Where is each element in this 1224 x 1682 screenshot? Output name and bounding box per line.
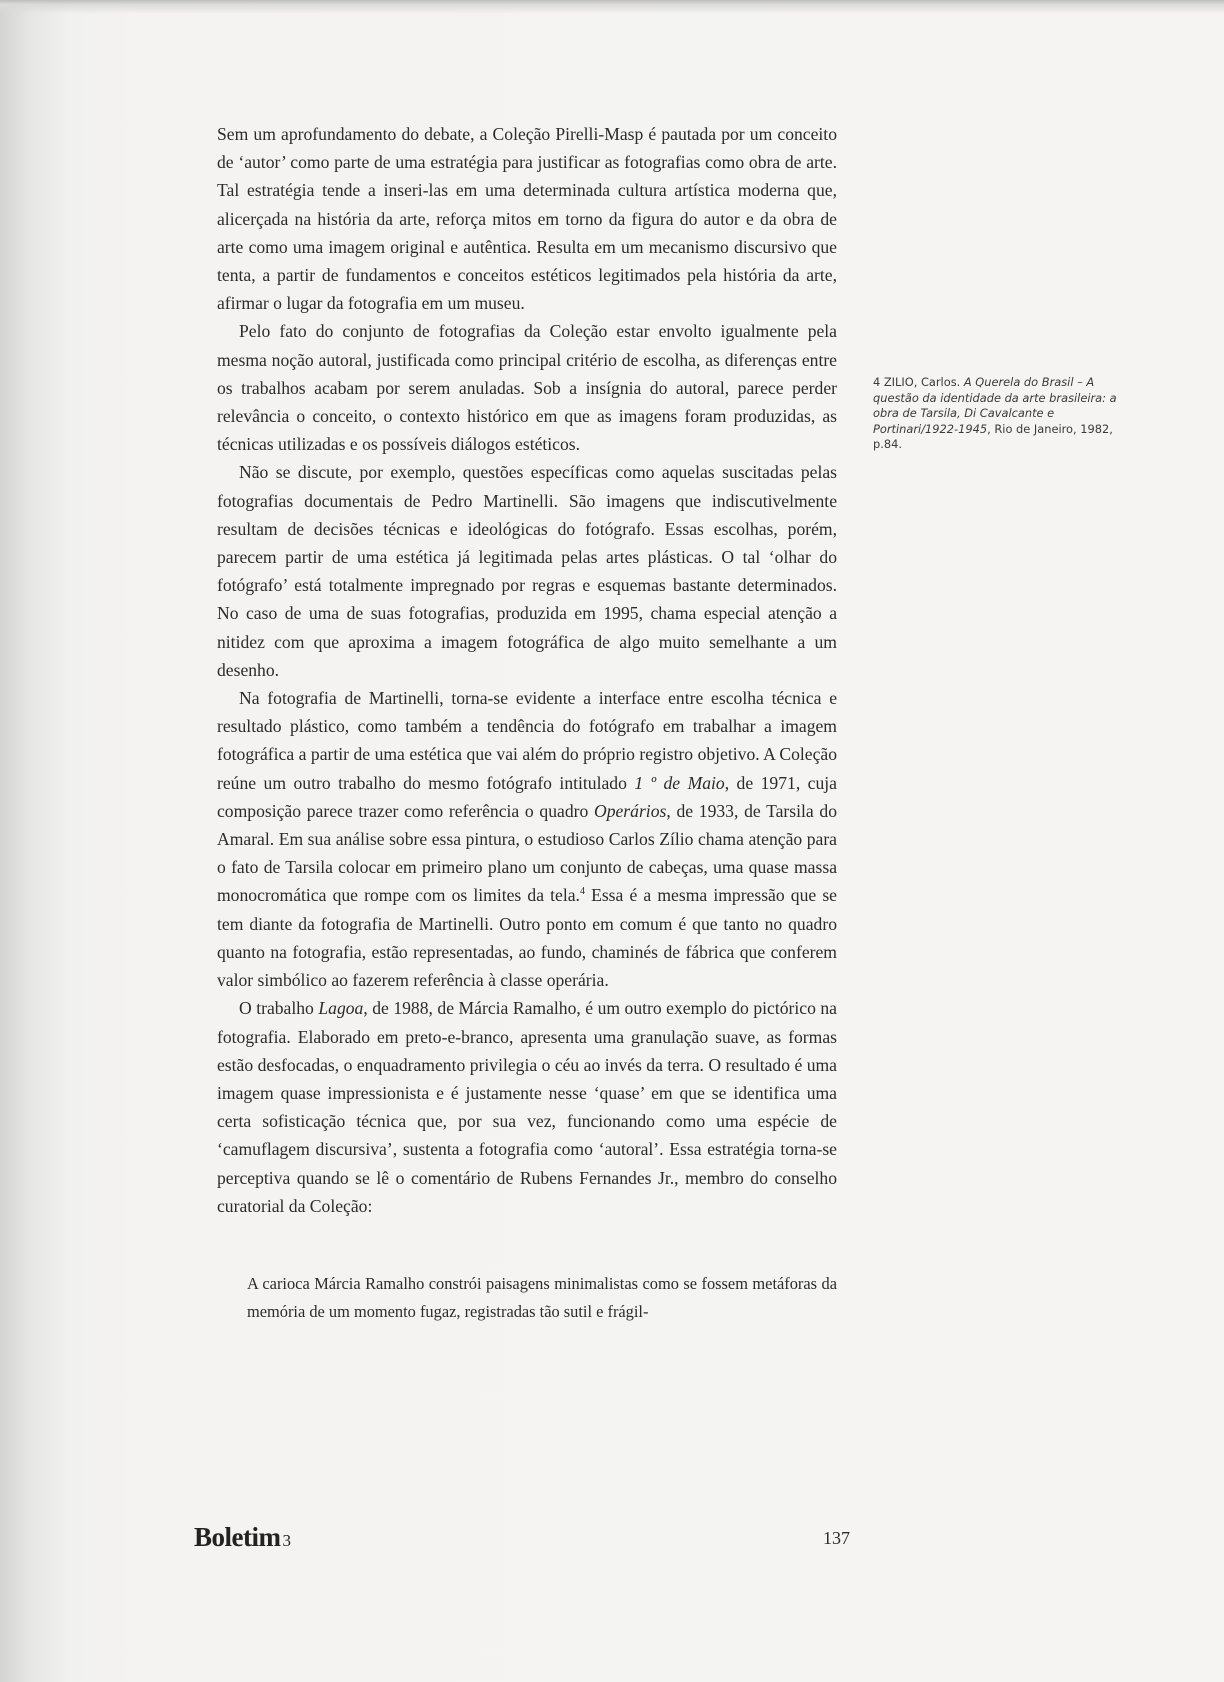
paragraph-4-text-d: Essa é a mesma impressão que se tem diante da fotografia de Martinelli. Outro ponto em comum é que tanto no quadro quanto na fotografia, estão representadas, ao fundo, chaminés de fábrica que conferem valor simbólico ao fazerem referência à classe operária. xyxy=(217,885,837,991)
main-text-column xyxy=(217,120,837,1326)
footnote-4-book-title: A Querela do Brasil – A questão da identidade da arte brasileira: a obra de Tarsila, Di Cavalcante e Portinari/1922-1945 xyxy=(873,375,1117,436)
paragraph-4-text-a: Na fotografia de Martinelli, torna-se evidente a interface entre escolha técnica e resultado plástico, como também a tendência do fotógrafo em trabalhar a imagem fotográfica a partir de uma estética que vai além do próprio registro objetivo. A Coleção reúne um outro trabalho do mesmo fotógrafo intitulado xyxy=(217,688,837,793)
artwork-title-lagoa: Lagoa xyxy=(318,998,364,1019)
paragraph-4-text-b: , de 1971, cuja composição parece trazer como referência o quadro xyxy=(217,772,837,821)
block-quote: A carioca Márcia Ramalho constrói paisagens minimalistas como se fossem metáforas da memória de um momento fugaz, registradas tão sutil e frágil- xyxy=(247,1273,837,1322)
boletim-logo-text: Boletim xyxy=(194,1522,281,1552)
footnote-4-tail: , Rio de Janeiro, 1982, p.84. xyxy=(873,421,1113,452)
paragraph-5-text-a: O trabalho xyxy=(239,998,319,1019)
artwork-title-1-de-maio: 1 º de Maio xyxy=(634,772,725,793)
paragraph-2: Pelo fato do conjunto de fotografias da Coleção estar envolto igualmente pela mesma noção autoral, justificada como principal critério de escolha, as diferenças entre os trabalhos acabam por serem anuladas. Sob a insígnia do autoral, parece perder relevância o conceito, o contexto histórico em que as imagens foram produzidas, as técnicas utilizadas e os possíveis diálogos estéticos. xyxy=(217,321,837,455)
boletim-issue-number: 3 xyxy=(282,1531,291,1550)
footnote-4 xyxy=(873,375,1125,453)
paragraph-4 xyxy=(217,684,837,994)
artwork-title-operarios: Operários xyxy=(594,800,667,821)
paragraph-5 xyxy=(217,994,837,1220)
footnote-4-lead: 4 ZILIO, Carlos. xyxy=(873,375,964,389)
page-top-edge xyxy=(0,0,1224,14)
page-number: 137 xyxy=(823,1528,850,1548)
paragraph-4-text-c: , de 1933, de Tarsila do Amaral. Em sua análise sobre essa pintura, o estudioso Carlos Zílio chama atenção para o fato de Tarsila colocar em primeiro plano um conjunto de cabeças, uma quase massa monocromática que rompe com os limites da tela. xyxy=(217,800,837,906)
boletim-logo xyxy=(194,1522,290,1553)
footnote-reference-4[interactable]: 4 xyxy=(579,886,585,898)
paragraph-3: Não se discute, por exemplo, questões específicas como aquelas suscitadas pelas fotografias documentais de Pedro Martinelli. São imagens que indiscutivelmente resultam de decisões técnicas e ideológicas do fotógrafo. Essas escolhas, porém, parecem partir de uma estética já legitimada pelas artes plásticas. O tal ‘olhar do fotógrafo’ está totalmente impregnado por regras e esquemas bastante determinados. No caso de uma de suas fotografias, produzida em 1995, chama especial atenção a nitidez com que aproxima a imagem fotográfica de algo muito semelhante a um desenho. xyxy=(217,462,837,680)
paragraph-5-text-b: , de 1988, de Márcia Ramalho, é um outro exemplo do pictórico na fotografia. Elaborado em preto-e-branco, apresenta uma granulação suave, as formas estão desfocadas, o enquadramento privilegia o céu ao invés da terra. O resultado é uma imagem quase impressionista e é justamente nesse ‘quase’ em que se identifica uma certa sofisticação técnica que, por sua vez, funcionando como uma espécie de ‘camuflagem discursiva’, sustenta a fotografia como ‘autoral’. Essa estratégia torna-se perceptiva quando se lê o comentário de Rubens Fernandes Jr., membro do conselho curatorial da Coleção: xyxy=(217,998,837,1216)
paragraph-1: Sem um aprofundamento do debate, a Coleção Pirelli-Masp é pautada por um conceito de ‘autor’ como parte de uma estratégia para justificar as fotografias como obra de arte. Tal estratégia tende a inseri-las em uma determinada cultura artística moderna que, alicerçada na história da arte, reforça mitos em torno da figura do autor e da obra de arte como uma imagem original e autêntica. Resulta em um mecanismo discursivo que tenta, a partir de fundamentos e conceitos estéticos legitimados pela história da arte, afirmar o lugar da fotografia em um museu. xyxy=(217,124,837,314)
